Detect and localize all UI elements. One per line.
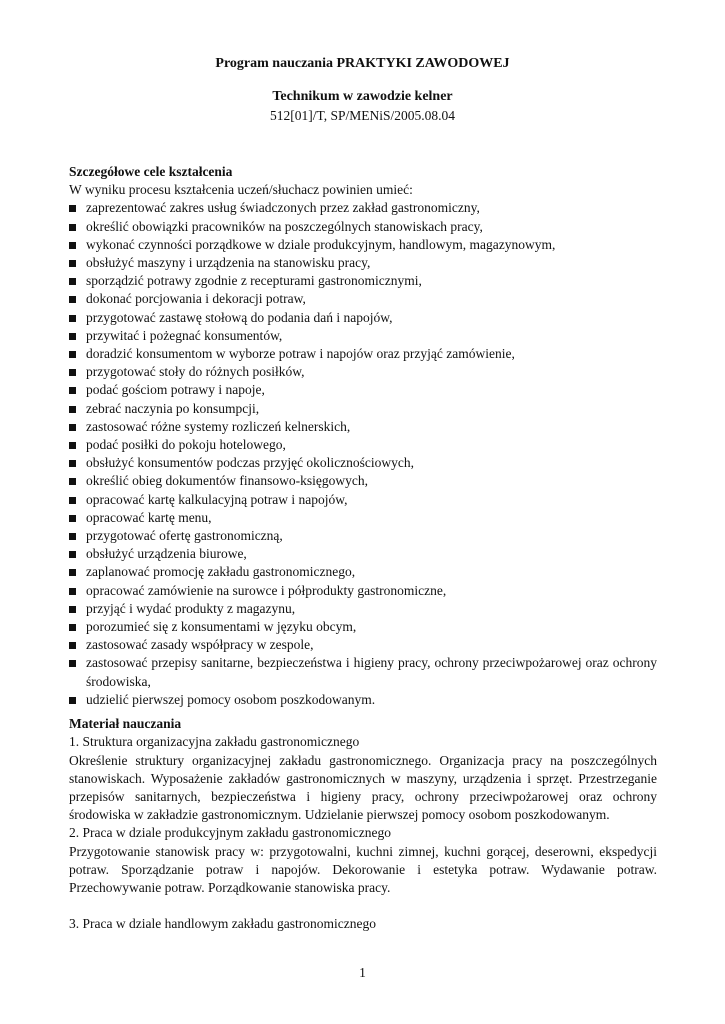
- program-code: 512[01]/T, SP/MENiS/2005.08.04: [269, 108, 455, 123]
- objective-item: przywitać i pożegnać konsumentów,: [69, 327, 657, 345]
- section-2-body: Przygotowanie stanowisk pracy w: przygotowalni, kuchni zimnej, kuchni gorącej, deserowni, ekspedycji potraw. Sporządzanie potraw i napojów. Dekorowanie i estetyka potraw. Wydawanie potraw. Przechowywanie potraw. Porządkowanie stanowiska pracy.: [69, 843, 657, 895]
- objective-item: przygotować zastawę stołową do podania dań i napojów,: [69, 309, 657, 327]
- document-body: [69, 163, 657, 933]
- objective-item: sporządzić potrawy zgodnie z recepturami gastronomicznymi,: [69, 272, 657, 290]
- objective-item: przyjąć i wydać produkty z magazynu,: [69, 600, 657, 618]
- objective-item: podać gościom potrawy i napoje,: [69, 381, 657, 399]
- material-heading: Materiał nauczania: [69, 716, 182, 732]
- objectives-list: [69, 199, 657, 709]
- objective-item: opracować kartę menu,: [69, 509, 657, 527]
- section-2-title: 2. Praca w dziale produkcyjnym zakładu gastronomicznego: [69, 825, 392, 841]
- objective-item: opracować kartę kalkulacyjną potraw i napojów,: [69, 491, 657, 509]
- objective-item: określić obieg dokumentów finansowo-księgowych,: [69, 472, 657, 490]
- objective-item: obsłużyć urządzenia biurowe,: [69, 545, 657, 563]
- document-subtitle: Technikum w zawodzie kelner: [272, 89, 453, 104]
- objective-item: zastosować zasady współpracy w zespole,: [69, 636, 657, 654]
- objective-item: określić obowiązki pracowników na poszczególnych stanowiskach pracy,: [69, 218, 657, 236]
- objective-item: przygotować stoły do różnych posiłków,: [69, 363, 657, 381]
- section-3-title: 3. Praca w dziale handlowym zakładu gastronomicznego: [69, 916, 377, 932]
- objective-item: wykonać czynności porządkowe w dziale produkcyjnym, handlowym, magazynowym,: [69, 236, 657, 254]
- objective-item: doradzić konsumentom w wyborze potraw i napojów oraz przyjąć zamówienie,: [69, 345, 657, 363]
- objective-item: zebrać naczynia po konsumpcji,: [69, 400, 657, 418]
- objective-item: opracować zamówienie na surowce i półprodukty gastronomiczne,: [69, 582, 657, 600]
- objectives-intro: W wyniku procesu kształcenia uczeń/słuchacz powinien umieć:: [69, 182, 413, 198]
- section-1-title: 1. Struktura organizacyjna zakładu gastronomicznego: [69, 734, 360, 750]
- objectives-heading: Szczegółowe cele kształcenia: [69, 164, 233, 179]
- objective-item: przygotować ofertę gastronomiczną,: [69, 527, 657, 545]
- objective-item: obsłużyć maszyny i urządzenia na stanowisku pracy,: [69, 254, 657, 272]
- objective-item: zaplanować promocję zakładu gastronomicznego,: [69, 563, 657, 581]
- objective-item: zastosować różne systemy rozliczeń kelnerskich,: [69, 418, 657, 436]
- objective-item: obsłużyć konsumentów podczas przyjęć okolicznościowych,: [69, 454, 657, 472]
- objective-item: podać posiłki do pokoju hotelowego,: [69, 436, 657, 454]
- objective-item: zaprezentować zakres usług świadczonych przez zakład gastronomiczny,: [69, 199, 657, 217]
- page-number: 1: [359, 965, 366, 980]
- objective-item: porozumieć się z konsumentami w języku obcym,: [69, 618, 657, 636]
- document-title: Program nauczania PRAKTYKI ZAWODOWEJ: [215, 56, 510, 71]
- objective-item: zastosować przepisy sanitarne, bezpieczeństwa i higieny pracy, ochrony przeciwpożarowej oraz ochrony środowiska,: [69, 654, 657, 690]
- objective-item: udzielić pierwszej pomocy osobom poszkodowanym.: [69, 691, 657, 709]
- objective-item: dokonać porcjowania i dekoracji potraw,: [69, 290, 657, 308]
- section-1-body: Określenie struktury organizacyjnej zakładu gastronomicznego. Organizacja pracy na poszczególnych stanowiskach. Wyposażenie zakładów gastronomicznych w maszyny, urządzenia i sprzęt. Przestrzeganie przepisów sanitarnych, bezpieczeństwa i higieny pracy, ochrony przeciwpożarowej oraz ochrony środowiska w zakładzie gastronomicznym. Udzielanie pierwszej pomocy osobom poszkodowanym.: [69, 752, 657, 823]
